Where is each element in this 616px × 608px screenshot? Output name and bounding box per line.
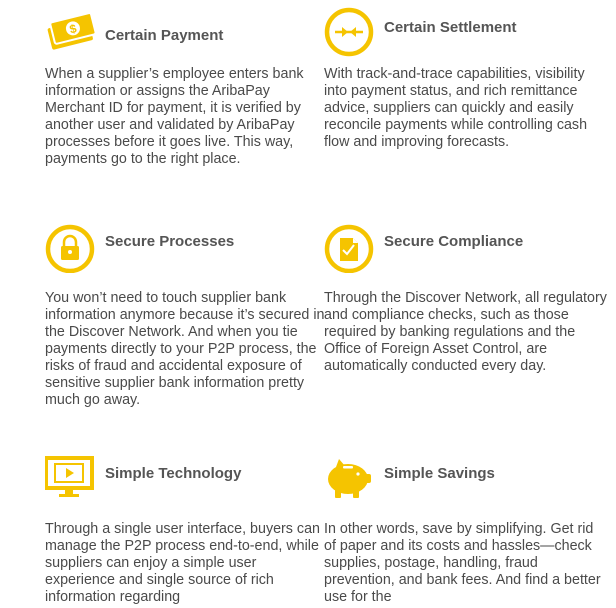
feature-simple-technology xyxy=(45,455,330,605)
feature-title: Certain Payment xyxy=(105,27,224,44)
compliance-document-icon xyxy=(324,223,376,267)
feature-description: Through the Discover Network, all regulatory and compliance checks, such as those required by banking regulations and the Office of Foreign Asset Control, are automatically conducted every day. xyxy=(324,290,607,374)
feature-title: Certain Settlement xyxy=(384,19,517,36)
feature-description: Through a single user interface, buyers can manage the P2P process end-to-end, while suppliers can enjoy a simple user experience and single source of rich information regarding xyxy=(45,521,320,605)
feature-secure-compliance xyxy=(324,223,609,374)
padlock-icon xyxy=(45,223,97,267)
feature-simple-savings xyxy=(324,455,609,605)
feature-description: With track-and-trace capabilities, visibility into payment status, and rich remittance advice, suppliers can quickly and easily reconcile payments while controlling cash flow and improving forecasts. xyxy=(324,66,588,150)
feature-title: Simple Technology xyxy=(105,465,242,482)
feature-title: Secure Compliance xyxy=(384,233,524,250)
feature-certain-settlement xyxy=(324,9,609,150)
feature-title: Secure Processes xyxy=(105,233,235,250)
piggy-bank-icon xyxy=(324,455,376,499)
monitor-play-icon xyxy=(45,455,97,499)
feature-secure-processes xyxy=(45,223,330,408)
feature-title: Simple Savings xyxy=(384,465,495,482)
svg-text:$: $ xyxy=(68,21,79,37)
feature-certain-payment xyxy=(45,9,330,167)
payment-money-icon xyxy=(45,9,97,53)
settlement-arrows-icon xyxy=(324,7,376,51)
feature-description: In other words, save by simplifying. Get rid of paper and its costs and hassles—check supplies, postage, handling, fraud prevention, and bank fees. And find a better use for the xyxy=(324,521,601,605)
feature-description: When a supplier’s employee enters bank information or assigns the AribaPay Merchant ID for payment, it is verified by another user and validated by AribaPay processes before it goes live. This way, payments go to the right place. xyxy=(45,66,304,167)
feature-description: You won’t need to touch supplier bank information anymore because it’s secured in the Discover Network. And when you tie payments directly to your P2P process, the risks of fraud and accidental exposure of sensitive supplier bank information pretty much go away. xyxy=(45,290,325,408)
